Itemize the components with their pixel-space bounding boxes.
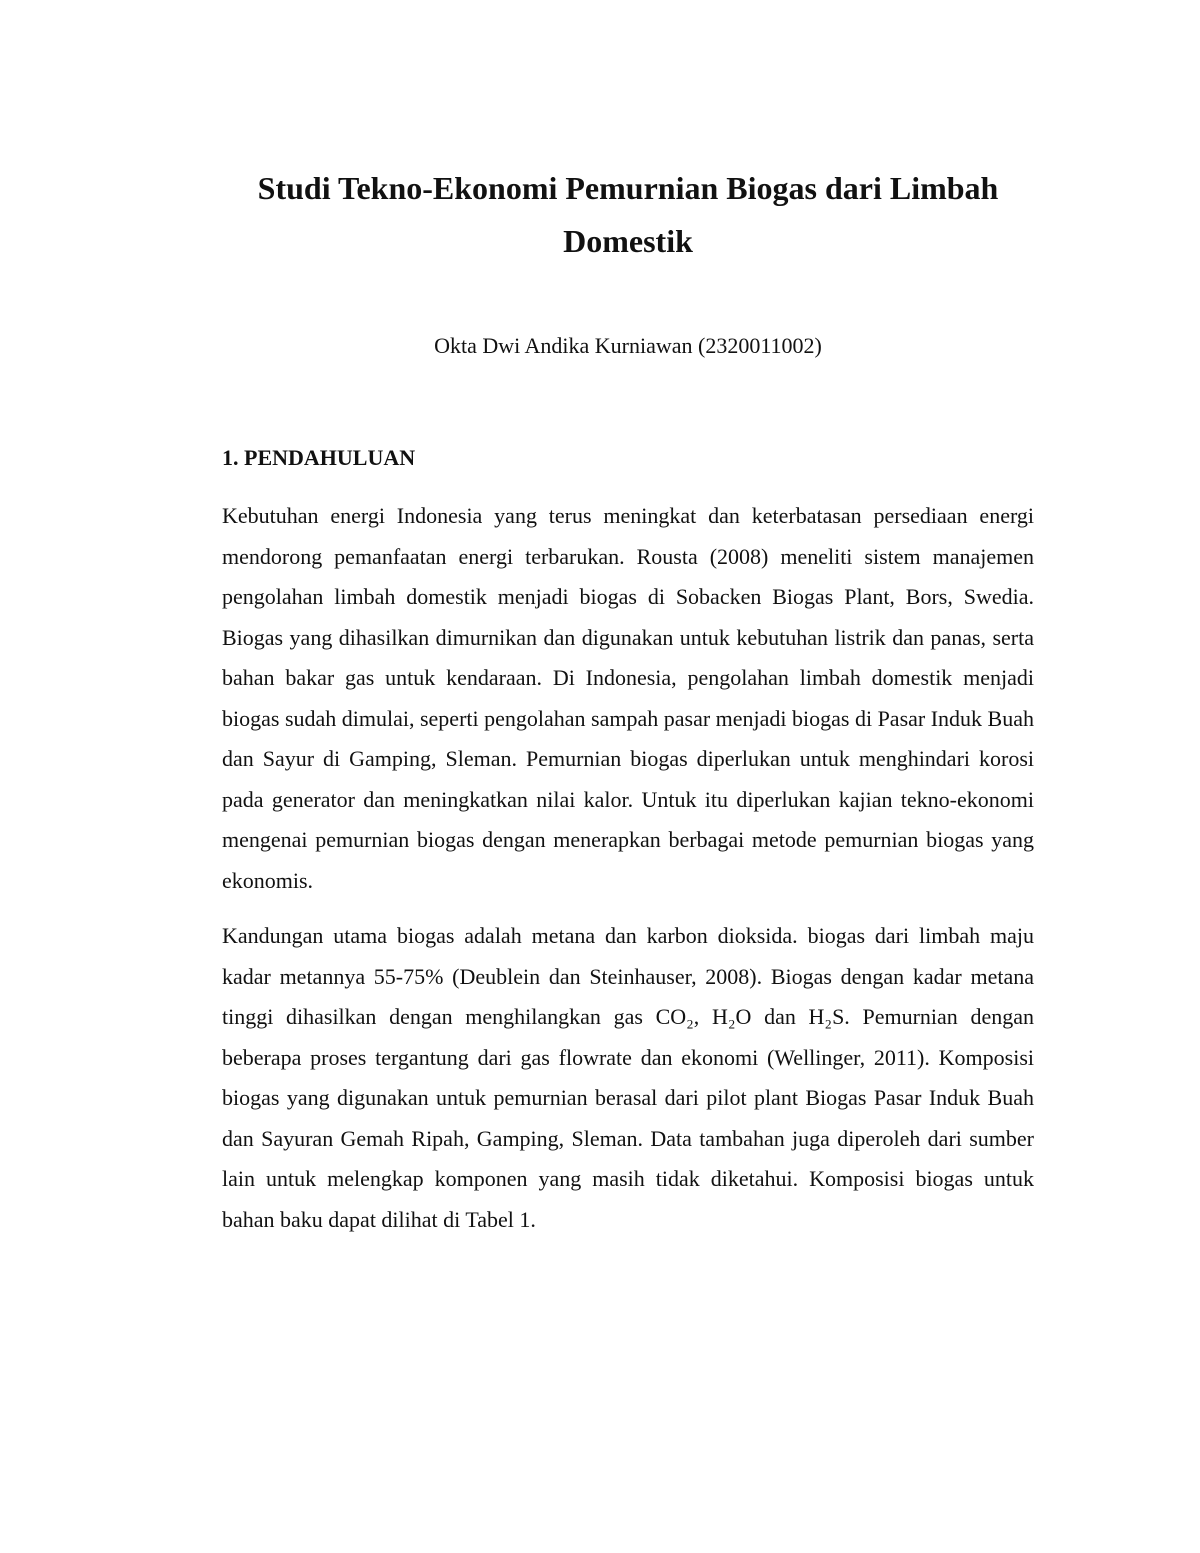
paragraph-1: Kebutuhan energi Indonesia yang terus meningkat dan keterbatasan persediaan energi mendorong pemanfaatan energi terbarukan. Rousta (2008) meneliti sistem manajemen pengolahan limbah domestik menjadi biogas di Sobacken Biogas Plant, Bors, Swedia. Biogas yang dihasilkan dimurnikan dan digunakan untuk kebutuhan listrik dan panas, serta bahan bakar gas untuk kendaraan. Di Indonesia, pengolahan limbah domestik menjadi biogas sudah dimulai, seperti pengolahan sampah pasar menjadi biogas di Pasar Induk Buah dan Sayur di Gamping, Sleman. Pemurnian biogas diperlukan untuk menghindari korosi pada generator dan meningkatkan nilai kalor. Untuk itu diperlukan kajian tekno-ekonomi mengenai pemurnian biogas dengan menerapkan berbagai metode pemurnian biogas yang ekonomis. [222,503,1034,893]
section-heading: 1. PENDAHULUAN [222,445,416,470]
document-title: Studi Tekno-Ekonomi Pemurnian Biogas dari Limbah Domestik [257,170,999,259]
paragraph-2: Kandungan utama biogas adalah metana dan karbon dioksida. biogas dari limbah maju kadar metannya 55-75% (Deublein dan Steinhauser, 2008). Biogas dengan kadar metana tinggi dihasilkan dengan menghilangkan gas CO₂, H₂O dan H₂S. Pemurnian dengan beberapa proses tergantung dari gas flowrate dan ekonomi (Wellinger, 2011). Komposisi biogas yang digunakan untuk pemurnian berasal dari pilot plant Biogas Pasar Induk Buah dan Sayuran Gemah Ripah, Gamping, Sleman. Data tambahan juga diperoleh dari sumber lain untuk melengkap komponen yang masih tidak diketahui. Komposisi biogas untuk bahan baku dapat dilihat di Tabel 1. [222,923,1034,1232]
author-line: Okta Dwi Andika Kurniawan (2320011002) [434,333,822,358]
